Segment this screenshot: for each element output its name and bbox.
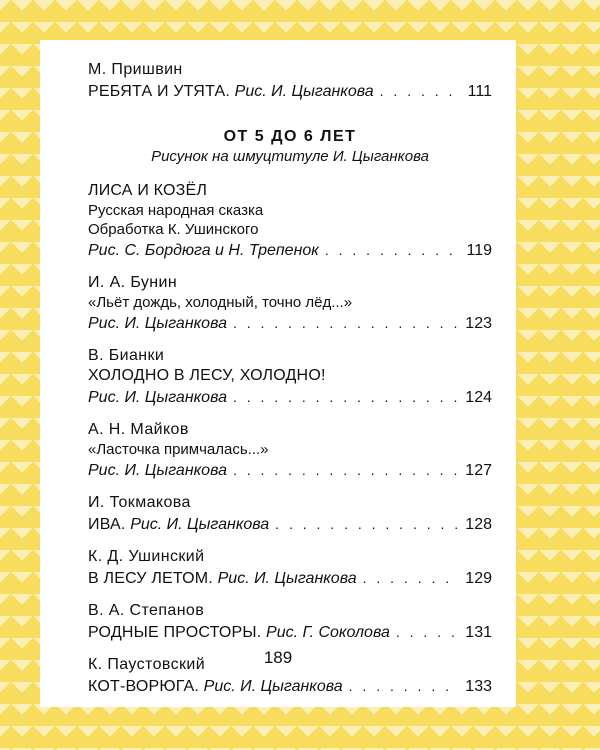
entry-author: К. Д. Ушинский [88, 548, 205, 565]
entry-illustrator: Рис. И. Цыганкова [203, 678, 343, 695]
entry-title-line [88, 675, 492, 698]
entry-title: ИВА. [88, 516, 131, 533]
entry-note: Русская народная сказка [88, 202, 264, 219]
entry-page-number: 119 [466, 242, 492, 259]
toc-entry-stepanov [88, 601, 492, 644]
dot-leader [275, 513, 459, 535]
dot-leader [233, 386, 459, 408]
entry-note: Обработка К. Ушинского [88, 221, 259, 238]
entry-page-number: 131 [465, 624, 492, 641]
page-number: 189 [263, 648, 293, 667]
dot-leader [363, 567, 460, 589]
dot-leader [325, 239, 461, 261]
entry-lead [88, 514, 269, 536]
entry-title-line [88, 621, 492, 644]
toc-entry-bianki [88, 346, 492, 409]
entry-title: ЛИСА И КОЗЁЛ [88, 182, 208, 199]
entry-page-number: 111 [467, 83, 492, 100]
entry-title: «Ласточка примчалась...» [88, 441, 269, 458]
dot-leader [396, 621, 459, 643]
table-of-contents [88, 60, 492, 709]
entry-title: ХОЛОДНО В ЛЕСУ, ХОЛОДНО! [88, 367, 326, 384]
entry-lead [88, 568, 357, 590]
entry-illustrator: Рис. И. Цыганкова [88, 315, 227, 332]
entry-author: И. Токмакова [88, 494, 191, 511]
dot-leader [349, 675, 460, 697]
entry-illus-line [88, 459, 492, 482]
entry-illustrator: Рис. И. Цыганкова [217, 570, 357, 587]
entry-illustrator: Рис. И. Цыганкова [88, 389, 227, 406]
dot-leader [233, 459, 459, 481]
entry-title-line [88, 567, 492, 590]
entry-illustrator: Рис. И. Цыганкова [234, 83, 374, 100]
entry-page-number: 123 [465, 315, 492, 332]
entry-illustrator: Рис. С. Бордюга и Н. Трепенок [88, 242, 319, 259]
entry-author: К. Паустовский [88, 656, 206, 673]
entry-page-number: 133 [465, 678, 492, 695]
entry-lead [88, 81, 374, 103]
entry-title: КОТ-ВОРЮГА. [88, 678, 204, 695]
entry-title: РЕБЯТА И УТЯТА. [88, 83, 235, 100]
entry-title: РОДНЫЕ ПРОСТОРЫ. [88, 624, 267, 641]
entry-page-number: 127 [465, 462, 492, 479]
dot-leader [380, 80, 462, 102]
toc-entry-maikov [88, 420, 492, 482]
dot-leader [233, 312, 459, 334]
entry-page-number: 128 [465, 516, 492, 533]
toc-entry-bunin [88, 273, 492, 335]
entry-author: В. А. Степанов [88, 602, 205, 619]
toc-entry-lisa-i-kozel [88, 181, 492, 262]
entry-title: «Льёт дождь, холодный, точно лёд...» [88, 294, 353, 311]
entry-page-number: 129 [465, 570, 492, 587]
book-page [40, 40, 516, 707]
entry-illus-line [88, 312, 492, 335]
section-heading: ОТ 5 ДО 6 ЛЕТ [223, 128, 357, 145]
toc-entry-prishvin [88, 60, 492, 103]
entry-author: А. Н. Майков [88, 421, 189, 438]
entry-illustrator: Рис. И. Цыганкова [88, 462, 227, 479]
entry-title-line [88, 513, 492, 536]
section-subheading: Рисунок на шмуцтитуле И. Цыганкова [151, 148, 429, 165]
entry-lead [88, 622, 390, 644]
entry-illus-line [88, 386, 492, 409]
entry-page-number: 124 [465, 389, 492, 406]
entry-author: В. Бианки [88, 347, 165, 364]
entry-illustrator: Рис. И. Цыганкова [130, 516, 270, 533]
toc-entry-tokmakova [88, 493, 492, 536]
toc-entry-ushinsky [88, 547, 492, 590]
entry-illustrator: Рис. Г. Соколова [266, 624, 390, 641]
entry-title: В ЛЕСУ ЛЕТОМ. [88, 570, 218, 587]
entry-title-line [88, 80, 492, 103]
entry-illus-line [88, 239, 492, 262]
entry-author: М. Пришвин [88, 61, 183, 78]
entry-lead [88, 676, 343, 698]
entry-author: И. А. Бунин [88, 274, 178, 291]
